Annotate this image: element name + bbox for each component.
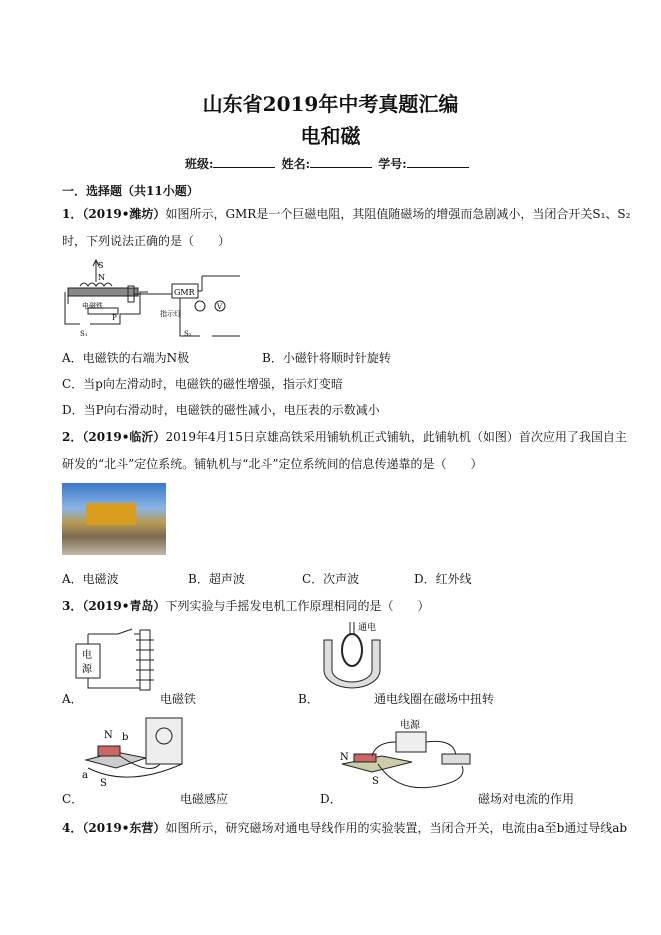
q3-option-b-caption: 通电线圈在磁场中扭转: [374, 692, 495, 706]
svg-text:S₂: S₂: [184, 330, 192, 338]
q1-option-a: A．电磁铁的右端为N极: [62, 351, 190, 365]
svg-text:指示灯: 指示灯: [160, 310, 181, 318]
svg-text:S: S: [98, 261, 104, 270]
svg-text:S: S: [100, 778, 107, 789]
q2-line2: 研发的“北斗”定位系统。铺轨机与“北斗”定位系统间的信息传递靠的是（ ）: [62, 457, 483, 471]
svg-text:通电: 通电: [358, 623, 377, 633]
q3-option-a: A．: [62, 692, 83, 706]
svg-text:电源: 电源: [400, 720, 420, 731]
name-label: 姓名:: [281, 157, 311, 171]
q1-line1: 1．（2019•潍坊）如图所示，GMR是一个巨磁电阻，其阻值随磁场的增强而急剧减小，当闭合开关S₁、S₂: [62, 207, 631, 221]
q3-d-force-figure: [338, 718, 478, 794]
q2-option-d: D．红外线: [414, 572, 472, 586]
q3-line1: 3．（2019•青岛）下列实验与手摇发电机工作原理相同的是（ ）: [62, 599, 430, 613]
svg-text:电: 电: [82, 650, 92, 661]
q3-c-induction-figure: [76, 716, 186, 792]
q3-option-d-caption: 磁场对电流的作用: [478, 792, 575, 806]
q1-option-c: C．当p向左滑动时，电磁铁的磁性增强，指示灯变暗: [62, 377, 343, 391]
class-label: 班级:: [185, 157, 214, 171]
svg-text:N: N: [104, 730, 113, 741]
svg-text:S₁: S₁: [80, 330, 88, 338]
student-info: [185, 156, 471, 172]
q3-b-coil-figure: [318, 620, 388, 692]
q2-option-b: B．超声波: [188, 572, 245, 586]
q3-a-electromagnet-figure: [70, 626, 160, 692]
id-label: 学号:: [378, 157, 407, 171]
svg-text:N: N: [340, 752, 349, 763]
q1-option-b: B．小磁针将顺时针旋转: [262, 351, 391, 365]
q4-line1: 4．（2019•东营）如图所示，研究磁场对通电导线作用的实验装置，当闭合开关，电流由a至b通过导线ab: [62, 821, 628, 835]
q3-option-c: C．: [62, 792, 84, 806]
q3-option-a-caption: 电磁铁: [160, 692, 197, 706]
id-field: [407, 156, 469, 168]
q3-option-d: D．: [320, 792, 342, 806]
q3-option-c-caption: 电磁感应: [180, 792, 229, 806]
svg-text:P: P: [112, 314, 117, 322]
q3-option-b: B．: [298, 692, 319, 706]
track-laying-machine-photo: [62, 483, 166, 555]
svg-text:V: V: [217, 303, 223, 311]
q1-option-d: D．当P向右滑动时，电磁铁的磁性减小，电压表的示数减小: [62, 403, 380, 417]
q2-line1: 2．（2019•临沂）2019年4月15日京雄高铁采用铺轨机正式铺轨，此铺轨机（如图）首次应用了我国自主: [62, 430, 627, 444]
page-subtitle: 电和磁: [300, 124, 361, 148]
svg-text:N: N: [98, 273, 105, 282]
q2-option-c: C．次声波: [302, 572, 360, 586]
q1-circuit-figure: [60, 256, 240, 340]
q2-option-a: A．电磁波: [62, 572, 119, 586]
q1-line2: 时，下列说法正确的是（ ）: [62, 234, 231, 248]
svg-text:b: b: [122, 732, 129, 743]
svg-text:电磁铁: 电磁铁: [82, 302, 103, 310]
svg-text:源: 源: [82, 664, 92, 675]
svg-text:GMR: GMR: [174, 288, 195, 297]
name-field: [310, 156, 372, 168]
page-title: 山东省2019年中考真题汇编: [202, 92, 459, 116]
class-field: [213, 156, 275, 168]
section-heading: 一．选择题（共11小题）: [62, 184, 199, 198]
svg-text:S: S: [372, 776, 379, 787]
svg-text:a: a: [82, 770, 88, 781]
